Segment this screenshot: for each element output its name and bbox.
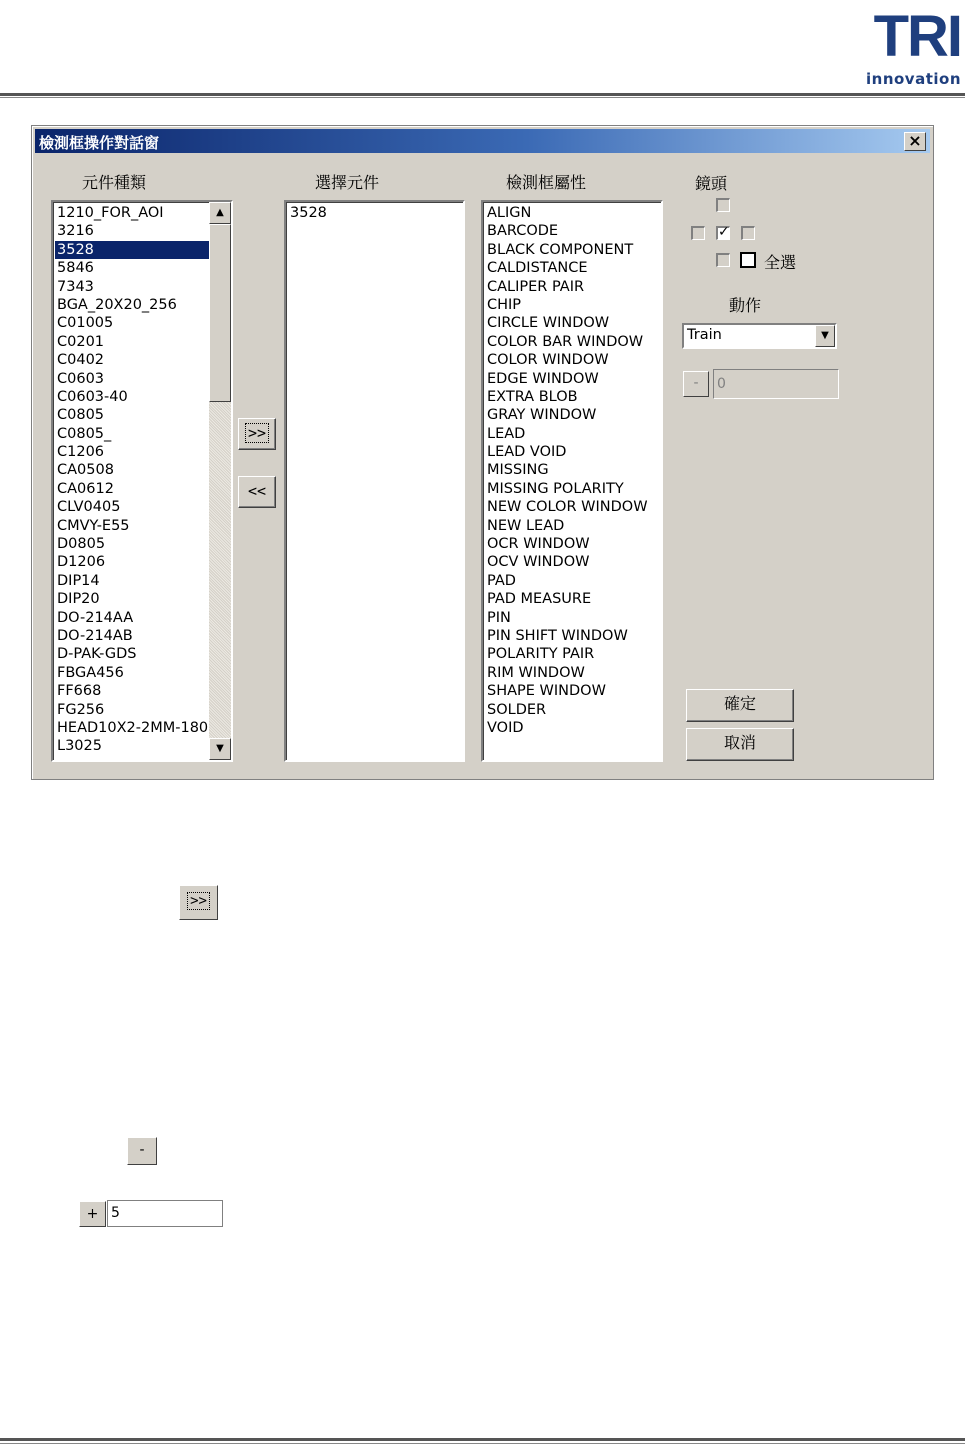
component-list-item[interactable]: CLV0405 [57,499,121,516]
selected-list-item[interactable]: 3528 [290,205,327,221]
box-attributes-items [485,204,661,737]
attribute-list-item[interactable]: PIN [487,609,511,626]
sample-minus-label: - [139,1142,145,1158]
component-list-item[interactable]: FBGA456 [57,664,124,681]
action-dropdown-button[interactable] [815,325,835,347]
minus-label: - [693,375,699,391]
attribute-list-item[interactable]: BLACK COMPONENT [487,241,634,258]
inspection-box-dialog [31,125,934,780]
component-list-item[interactable]: D-PAK-GDS [57,646,137,663]
attribute-list-item[interactable]: PAD [487,572,516,589]
remove-component-button[interactable] [238,476,276,508]
selected-components-label: 選擇元件 [315,173,380,192]
component-list-item[interactable]: D1206 [57,554,106,571]
component-list-item[interactable]: C1206 [57,444,105,461]
scroll-thumb[interactable] [209,224,231,402]
attribute-list-item[interactable]: LEAD VOID [487,444,567,461]
attribute-list-item[interactable]: EXTRA BLOB [487,388,578,405]
component-list-item[interactable]: CA0612 [57,480,114,497]
component-list-item[interactable]: L3025 [57,738,102,755]
lens-top-checkbox[interactable] [716,198,730,212]
footer-rule [0,1438,965,1441]
action-select[interactable] [682,323,837,349]
chevron-down-icon: ▼ [821,330,829,341]
component-list-item[interactable]: DIP20 [57,591,100,608]
add-button-label: >> [245,423,269,443]
triangle-up-icon: ▲ [216,207,224,218]
scroll-down-button[interactable] [209,738,231,760]
action-label: 動作 [729,296,762,315]
dialog-titlebar[interactable] [35,129,930,153]
attribute-list-item[interactable]: COLOR BAR WINDOW [487,333,644,350]
sample-plus-field-value: 5 [111,1205,120,1221]
sample-plus-field[interactable] [107,1200,223,1227]
scroll-up-button[interactable] [209,202,231,224]
component-list-item[interactable]: C0402 [57,352,105,369]
lens-label: 鏡頭 [695,174,728,193]
attribute-list-item[interactable]: GRAY WINDOW [487,407,597,424]
component-list-item[interactable]: CA0508 [57,462,114,479]
sample-minus-button[interactable] [127,1137,157,1165]
component-type-items [55,204,209,756]
remove-button-label: << [247,482,267,500]
header-rule [0,93,965,96]
select-all-label: 全選 [764,253,797,272]
logo-mark: TRI [873,4,961,69]
value-field-text: 0 [717,376,726,392]
dialog-title: 檢測框操作對話窗 [39,134,160,152]
component-list-item[interactable]: CMVY-E55 [57,517,130,534]
attribute-list-item[interactable]: OCR WINDOW [487,536,590,553]
footer-rule-thin [0,1443,965,1444]
component-list-item[interactable]: D0805 [57,536,106,553]
component-type-list[interactable] [51,200,233,762]
lens-center-checkbox[interactable] [716,226,730,240]
sample-add-button[interactable] [179,885,218,920]
sample-add-button-label: >> [187,892,210,910]
cancel-button-label: 取消 [723,733,756,752]
lens-right-checkbox[interactable] [741,226,755,240]
lens-left-checkbox[interactable] [691,226,705,240]
attribute-list-item[interactable]: CHIP [487,296,522,313]
component-list-item[interactable]: 3528 [55,241,209,259]
attribute-list-item[interactable]: VOID [487,719,524,736]
attribute-list-item[interactable]: CALDISTANCE [487,260,588,277]
component-list-item[interactable]: C0805_ [57,425,112,442]
component-list-item[interactable]: BGA_20X20_256 [57,296,177,313]
value-field[interactable] [713,369,839,399]
select-all-checkbox[interactable] [740,252,756,268]
component-list-item[interactable]: C01005 [57,315,114,332]
attribute-list-item[interactable]: PAD MEASURE [487,591,592,608]
attribute-list-item[interactable]: COLOR WINDOW [487,352,609,369]
attribute-list-item[interactable]: POLARITY PAIR [487,646,595,663]
action-select-value: Train [687,327,722,343]
component-list-scrollbar[interactable] [209,202,231,760]
attribute-list-item[interactable]: EDGE WINDOW [487,370,599,387]
sample-plus-label: + [86,1206,99,1222]
component-list-item[interactable]: DO-214AA [57,609,134,626]
ok-button-label: 確定 [723,694,756,713]
decrement-button[interactable] [683,371,709,397]
component-type-label: 元件種類 [82,173,147,192]
attribute-list-item[interactable]: MISSING POLARITY [487,480,624,497]
component-list-item[interactable]: 1210_FOR_AOI [57,205,164,221]
attribute-list-item[interactable]: PIN SHIFT WINDOW [487,627,628,644]
selected-components-list[interactable] [284,200,465,762]
component-list-item[interactable]: 7343 [57,278,94,295]
box-attributes-list[interactable] [481,200,663,762]
component-list-item[interactable]: FG256 [57,701,105,718]
attribute-list-item[interactable]: SOLDER [487,701,547,718]
cancel-button[interactable] [686,728,794,761]
attribute-list-item[interactable]: RIM WINDOW [487,664,585,681]
component-list-item[interactable]: C0603-40 [57,388,128,405]
close-button[interactable] [904,132,926,151]
add-component-button[interactable] [238,418,276,450]
attribute-list-item[interactable]: NEW COLOR WINDOW [487,499,648,516]
component-list-item[interactable]: C0603 [57,370,105,387]
attribute-list-item[interactable]: OCV WINDOW [487,554,590,571]
close-icon: × [908,131,922,150]
component-list-item[interactable]: 5846 [57,260,94,277]
attribute-list-item[interactable]: NEW LEAD [487,517,565,534]
lens-bottom-checkbox[interactable] [716,253,730,267]
box-attributes-label: 檢測框屬性 [506,173,587,192]
attribute-list-item[interactable]: CIRCLE WINDOW [487,315,610,332]
component-list-item[interactable]: HEAD10X2-2MM-180 [57,719,209,736]
component-list-item[interactable]: C0805 [57,407,105,424]
attribute-list-item[interactable]: CALIPER PAIR [487,278,585,295]
attribute-list-item[interactable]: MISSING [487,462,549,479]
attribute-list-item[interactable]: BARCODE [487,223,559,240]
component-list-item[interactable]: FF668 [57,683,102,700]
ok-button[interactable] [686,689,794,722]
logo-tagline: innovation [866,70,961,88]
component-list-item[interactable]: 3216 [57,223,94,240]
attribute-list-item[interactable]: SHAPE WINDOW [487,683,606,700]
check-icon: ✓ [718,224,730,240]
attribute-list-item[interactable]: LEAD [487,425,526,442]
component-list-item[interactable]: DIP14 [57,572,100,589]
component-list-item[interactable]: C0201 [57,333,105,350]
selected-components-items [288,204,463,222]
component-list-item[interactable]: DO-214AB [57,627,133,644]
triangle-down-icon: ▼ [216,743,224,754]
sample-plus-button[interactable] [79,1201,106,1227]
attribute-list-item[interactable]: ALIGN [487,205,532,221]
header-rule-thin [0,97,965,98]
tri-logo [849,6,961,90]
